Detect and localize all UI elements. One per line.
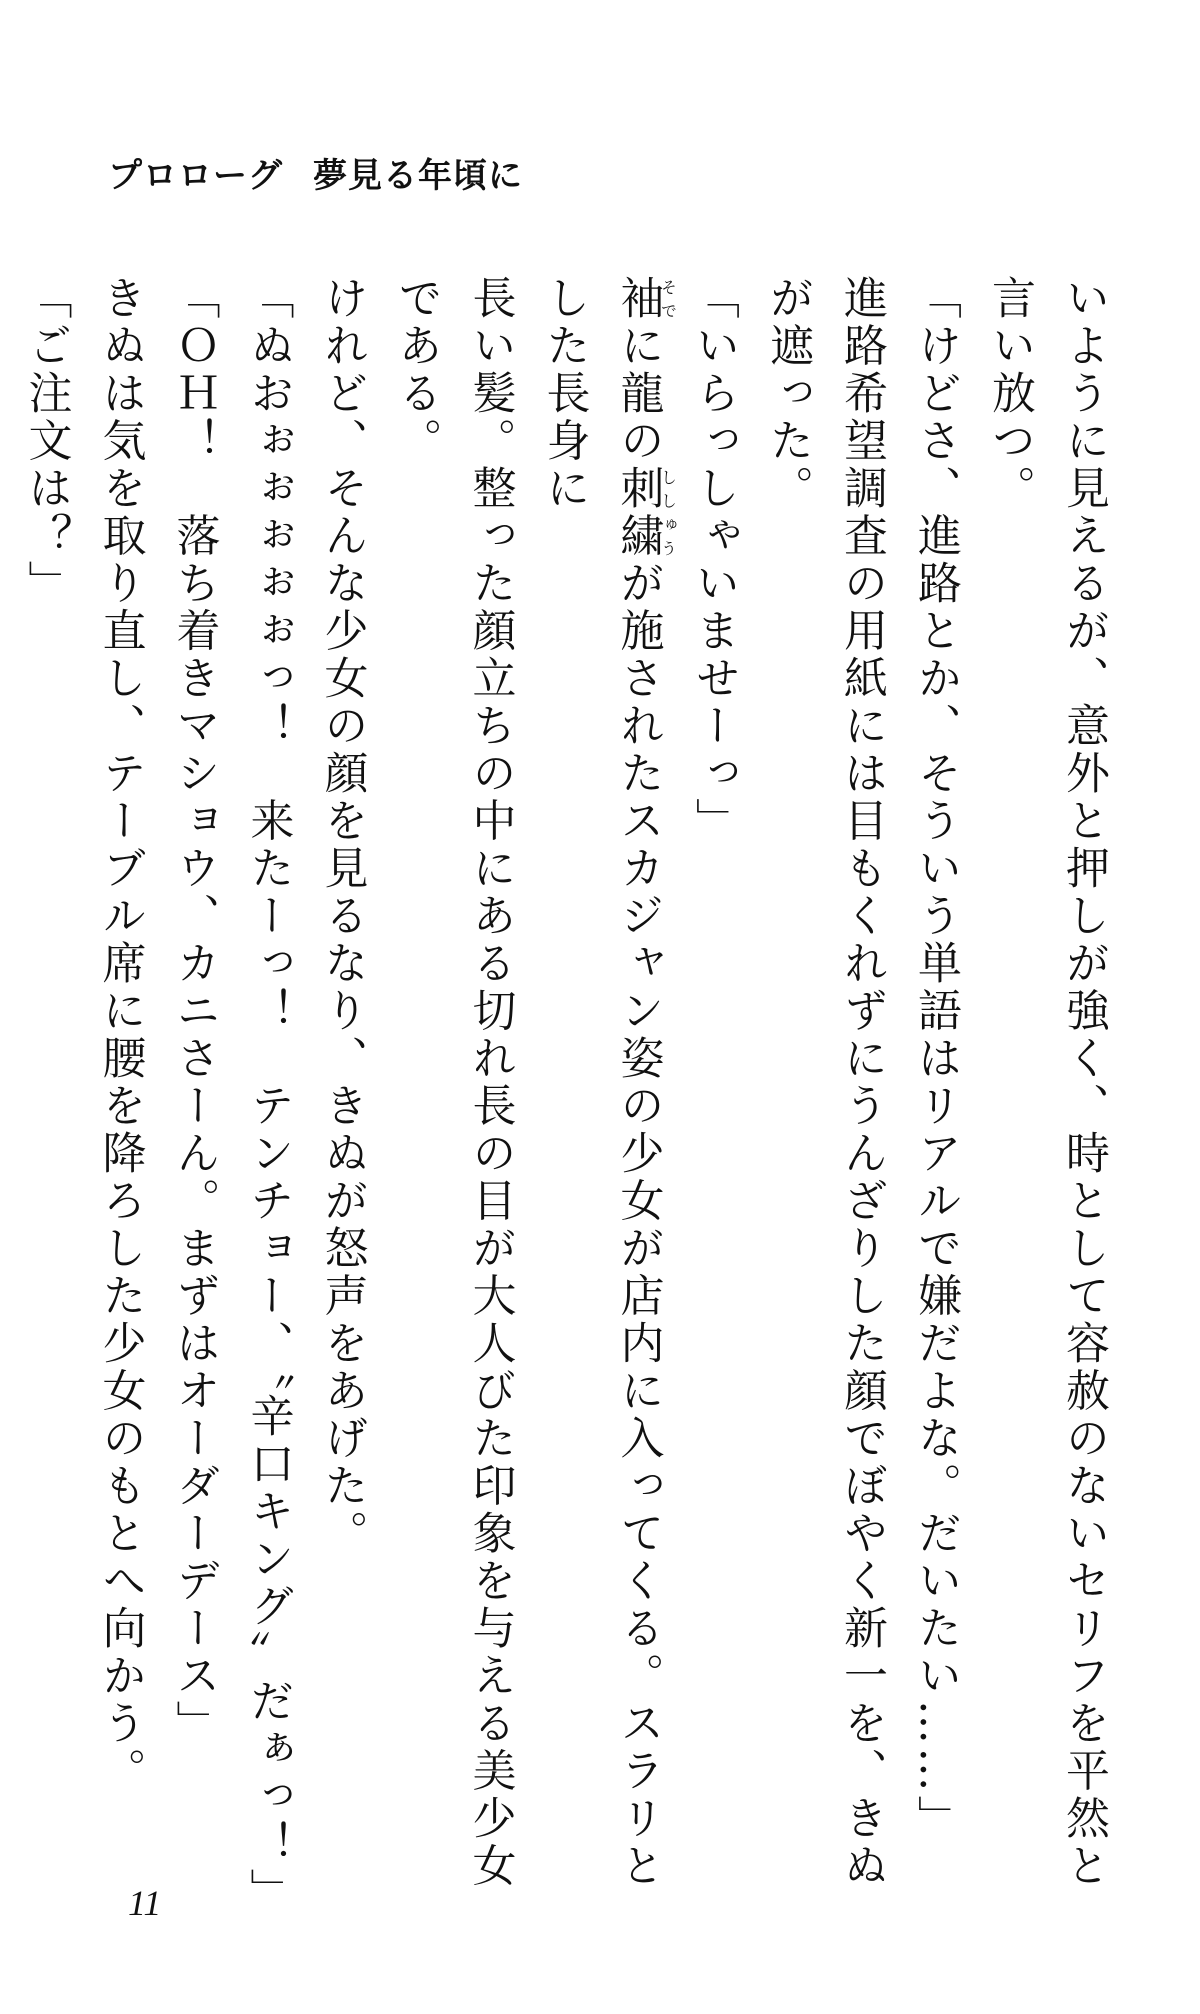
ruby-base: 袖 [612, 275, 664, 323]
text-line: いように見えるが、意外と押しが強く、時として容赦のないセリフを平然と言い放つ。 [984, 275, 1109, 1890]
chapter-label: プロローグ [108, 156, 283, 196]
text-line: きぬは気を取り直し、テーブル席に腰を降ろした少女のもとへ向かう。 [94, 275, 146, 1795]
text-line: けれど、そんな少女の顔を見るなり、きぬが怒声をあげた。 [316, 275, 368, 1558]
ruby-base: 刺繍 [612, 465, 664, 560]
text-line: 「ＯＨ！ 落ち着きマショウ、カニさーん。まずはオーダーデース」 [168, 275, 220, 1748]
ruby-reading: ししゅう [658, 465, 678, 560]
text-line: 「いらっしゃいませーっ」 [688, 275, 739, 845]
text-line: 「ぬおぉぉぉぉぉっ！ 来たーっ！ テンチョー、〝辛口キング〟だぁっ！」 [242, 275, 294, 1916]
body-text [20, 275, 1120, 1930]
text-fragment: が施されたスカジャン姿の少女が店内に入ってくる。スラリとした長身に [538, 275, 664, 1890]
ruby-annotation [612, 465, 678, 560]
text-line: 進路希望調査の用紙には目もくれずにうんざりした顔でぼやく新一を、きぬが遮った。 [762, 275, 887, 1890]
running-header [108, 148, 523, 197]
page-number: 11 [128, 1883, 162, 1923]
text-line: 「けどさ、進路とか、そういう単語はリアルで嫌だよな。だいたい……」 [910, 275, 961, 1843]
text-line [0, 275, 9, 1930]
text-line: 長い髪。整った顔立ちの中にある切れ長の目が大人びた印象を与える美少女である。 [390, 275, 516, 1890]
text-line-with-ruby [527, 275, 677, 1930]
text-fragment: に龍の [612, 322, 664, 465]
ruby-reading: そで [658, 275, 678, 323]
chapter-title: 夢見る年頃に [313, 156, 523, 196]
text-line: 「ご注文は？」 [20, 275, 72, 608]
ruby-annotation [612, 275, 678, 323]
